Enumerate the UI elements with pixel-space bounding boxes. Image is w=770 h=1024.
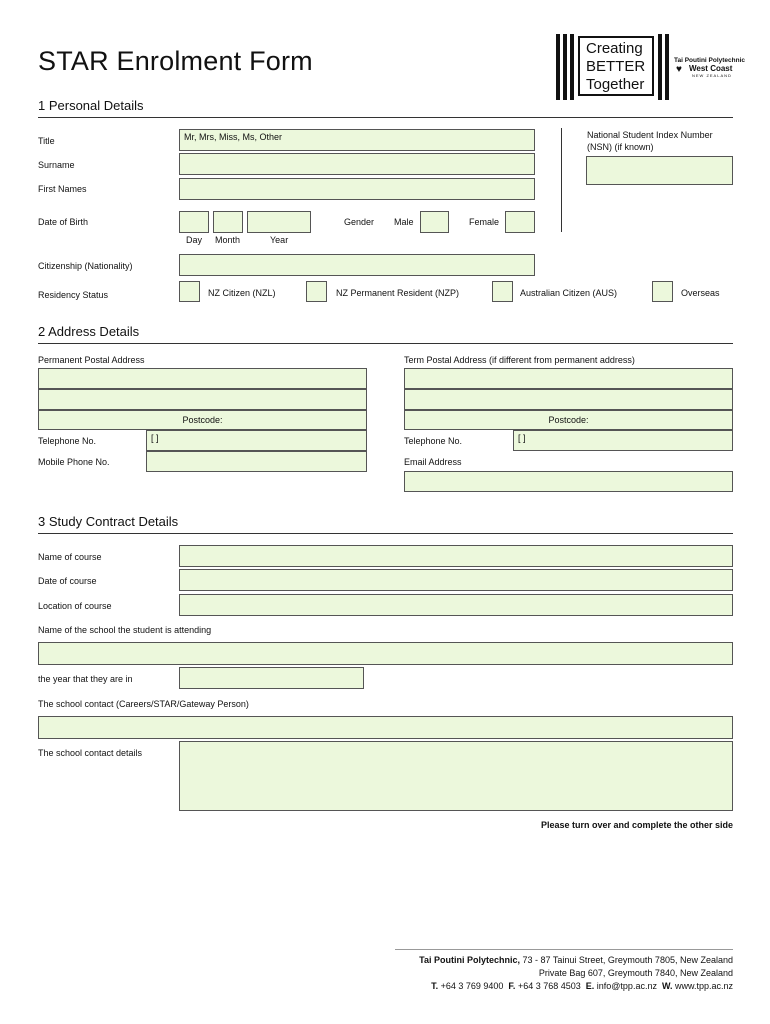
dob-day-field[interactable]: [179, 211, 209, 233]
dob-year-field[interactable]: [247, 211, 311, 233]
nsn-label: National Student Index Number (NSN) (if known): [587, 130, 713, 152]
dob-label: Date of Birth: [38, 217, 89, 227]
contact-details-label: The school contact details: [38, 748, 143, 758]
course-name-field[interactable]: [179, 545, 733, 567]
title-label: Title: [38, 136, 55, 146]
course-location-field[interactable]: [179, 594, 733, 616]
mobile-field[interactable]: [146, 451, 367, 472]
school-label: Name of the school the student is attending: [38, 625, 212, 635]
month-label: Month: [215, 235, 241, 245]
telephone-label: Telephone No.: [38, 436, 97, 446]
overseas-checkbox[interactable]: [652, 281, 673, 302]
course-name-label: Name of course: [38, 552, 102, 562]
nzp-checkbox[interactable]: [306, 281, 327, 302]
school-contact-field[interactable]: [38, 716, 733, 739]
section1-rule: [38, 117, 733, 118]
footer-line3: T. +64 3 769 9400 F. +64 3 768 4503 E. info@tpp.ac.nz W. www.tpp.ac.nz: [431, 981, 733, 991]
permanent-address-line2[interactable]: [38, 389, 367, 410]
postcode-label: Postcode:: [182, 415, 223, 425]
citizenship-label: Citizenship (Nationality): [38, 261, 133, 271]
school-year-label: the year that they are in: [38, 674, 133, 684]
overseas-label: Overseas: [681, 288, 720, 298]
school-field[interactable]: [38, 642, 733, 665]
brand-line3: NEW ZEALAND: [692, 73, 732, 78]
course-date-label: Date of course: [38, 576, 97, 586]
female-checkbox[interactable]: [505, 211, 535, 233]
course-location-label: Location of course: [38, 601, 112, 611]
logo-line1: Creating: [586, 40, 643, 57]
email-label: Email Address: [404, 457, 462, 467]
term-telephone-label: Telephone No.: [404, 436, 463, 446]
term-address-label: Term Postal Address (if different from permanent address): [404, 355, 635, 365]
permanent-address-line1[interactable]: [38, 368, 367, 389]
postcode-label: Postcode:: [548, 415, 589, 425]
male-checkbox[interactable]: [420, 211, 449, 233]
aus-label: Australian Citizen (AUS): [520, 288, 618, 298]
residency-label: Residency Status: [38, 290, 109, 300]
surname-label: Surname: [38, 160, 75, 170]
footer-line1: Tai Poutini Polytechnic, 73 - 87 Tainui Street, Greymouth 7805, New Zealand: [419, 955, 733, 965]
female-label: Female: [469, 217, 500, 227]
day-label: Day: [186, 235, 203, 245]
page-title: STAR Enrolment Form: [38, 46, 313, 76]
surname-field[interactable]: [179, 153, 535, 175]
heart-icon: ♥: [676, 64, 682, 75]
nsn-field[interactable]: [586, 156, 733, 185]
section3-heading: 3 Study Contract Details: [38, 514, 179, 529]
permanent-address-label: Permanent Postal Address: [38, 355, 145, 365]
section2-heading: 2 Address Details: [38, 324, 140, 339]
mobile-label: Mobile Phone No.: [38, 457, 110, 467]
contact-details-field[interactable]: [179, 741, 733, 811]
school-year-field[interactable]: [179, 667, 364, 689]
nzp-label: NZ Permanent Resident (NZP): [336, 288, 460, 298]
email-field[interactable]: [404, 471, 733, 492]
aus-checkbox[interactable]: [492, 281, 513, 302]
section1-heading: 1 Personal Details: [38, 98, 144, 113]
brand-line2: West Coast: [689, 64, 733, 73]
nzl-checkbox[interactable]: [179, 281, 200, 302]
nzl-label: NZ Citizen (NZL): [208, 288, 276, 298]
footer-rule: [395, 949, 733, 950]
logo-line2: BETTER: [586, 58, 646, 75]
year-label: Year: [270, 235, 289, 245]
turn-over-note: Please turn over and complete the other side: [540, 820, 733, 830]
telephone-field[interactable]: [ ]: [146, 430, 367, 451]
section3-rule: [38, 533, 733, 534]
first-names-field[interactable]: [179, 178, 535, 200]
school-contact-label: The school contact (Careers/STAR/Gateway Person): [38, 699, 249, 709]
first-names-label: First Names: [38, 184, 87, 194]
title-field[interactable]: Mr, Mrs, Miss, Ms, Other: [179, 129, 535, 151]
brand-line1: Tai Poutini Polytechnic: [674, 57, 746, 64]
term-postcode-field[interactable]: [404, 410, 733, 430]
male-label: Male: [394, 217, 414, 227]
term-address-line1[interactable]: [404, 368, 733, 389]
course-date-field[interactable]: [179, 569, 733, 591]
footer-line2: Private Bag 607, Greymouth 7840, New Zealand: [538, 968, 733, 978]
gender-label: Gender: [344, 217, 375, 227]
term-telephone-field[interactable]: [ ]: [513, 430, 733, 451]
permanent-postcode-field[interactable]: [38, 410, 367, 430]
section2-rule: [38, 343, 733, 344]
term-address-line2[interactable]: [404, 389, 733, 410]
dob-month-field[interactable]: [213, 211, 243, 233]
logo-line3: Together: [586, 76, 645, 93]
nsn-divider: [561, 128, 562, 232]
citizenship-field[interactable]: [179, 254, 535, 276]
